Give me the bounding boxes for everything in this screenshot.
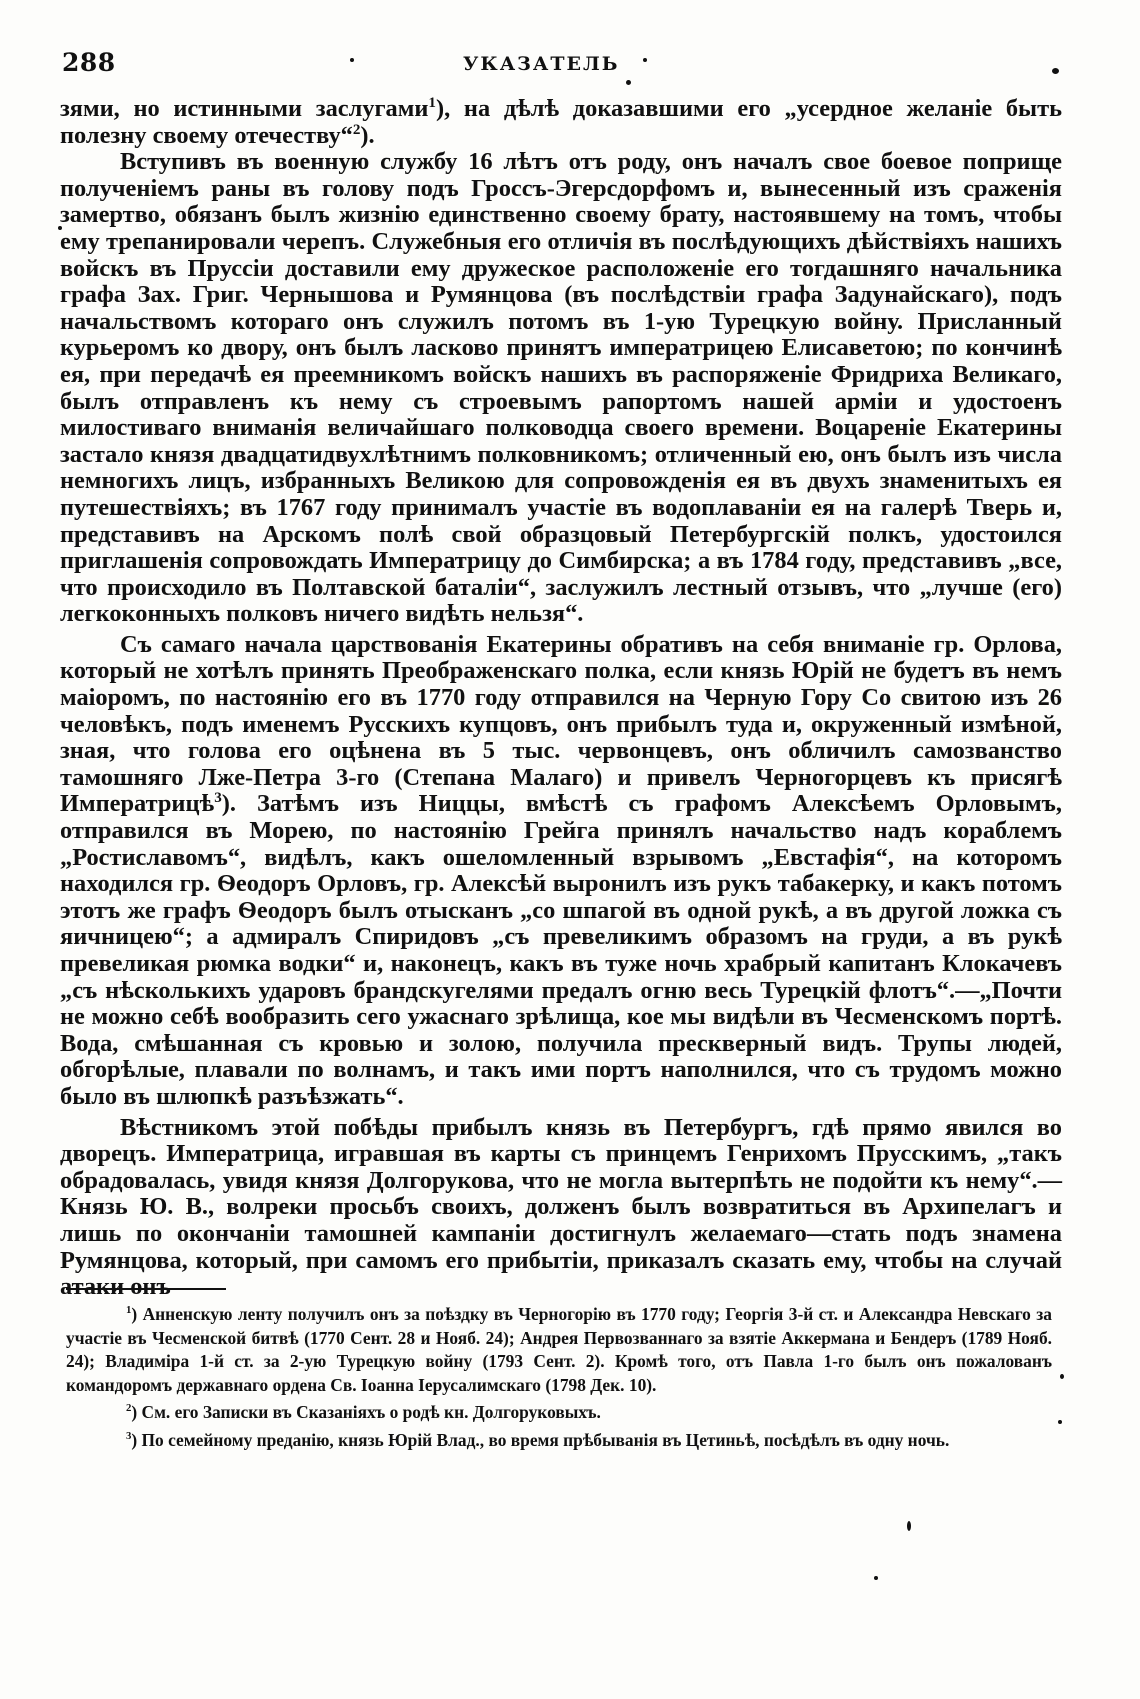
main-text: [60, 96, 1062, 1301]
footnote-3-text: ) По семейному преданію, князь Юрій Влад., во время прѣбыванія въ Цетиньѣ, посѣдѣлъ въ одну ночь.: [131, 1429, 950, 1450]
footnotes: [66, 1303, 1052, 1457]
paragraph-1: [60, 96, 1062, 149]
footnote-ref-1: 1: [428, 94, 436, 111]
paragraph-2: Вступивъ въ военную службу 16 лѣтъ отъ роду, онъ началъ свое боевое поприще полученіемъ раны въ голову подъ Гроссъ-Эгерсдорфомъ и, вынесенный изъ сраженія замертво, обязанъ былъ жизнію единственно своему брату, настоявшему на томъ, чтобы ему трепанировали черепъ. Служебныя его отличія въ послѣдующихъ дѣйствіяхъ нашихъ войскъ въ Пруссіи доставили ему дружеское расположеніе его тогдашняго начальника графа Зах. Григ. Чернышова и Румянцова (въ послѣдствіи графа Задунайскаго), подъ начальствомъ котораго онъ служилъ потомъ въ 1-ую Турецкую войну. Присланный курьеромъ ко двору, онъ былъ ласково принятъ императрицею Елисаветою; по кончинѣ ея, при передачѣ ея преемникомъ войскъ нашихъ въ распоряженіе Фридриха Великаго, былъ отправленъ къ нему съ строевымъ рапортомъ нашей арміи и удостоенъ милостиваго вниманія величайшаго полководца своего времени. Воцареніе Екатерины застало князя двадцатидвухлѣтнимъ полковникомъ; отличенный ею, онъ былъ изъ числа немногихъ лицъ, избранныхъ Великою для сопровожденія ея въ двухъ знаменитыхъ ея путешествіяхъ; въ 1767 году принималъ участіе въ водоплаваніи ея на галерѣ Тверь и, представивъ на Арскомъ полѣ свой образцовый Петербургскій полкъ, удостоился приглашенія сопровождать Императрицу до Симбирска; а въ 1784 году, представивъ „все, что происходило въ Полтавской баталіи“, заслужилъ лестный отзывъ, что „лучше (его) легкоконныхъ полковъ ничего видѣть нельзя“.: [60, 148, 1062, 628]
footnote-2: [66, 1401, 1052, 1425]
scan-speck: [350, 58, 354, 62]
page-number: 288: [62, 48, 116, 77]
paragraph-3-text-cont: ). Затѣмъ изъ Ниццы, вмѣстѣ съ графомъ Алексѣемъ Орловымъ, отправился въ Морею, по настоянію Грейга принялъ начальство надъ кораблемъ „Ростиславомъ“, видѣлъ, какъ ошеломленный взрывомъ „Евстафія“, на которомъ находился гр. Ѳеодоръ Орловъ, гр. Алексѣй выронилъ изъ рукъ табакерку, и какъ потомъ этотъ же графъ Ѳеодоръ былъ отысканъ „со шпагой въ одной рукѣ, а въ другой ложка съ яичницею“; а адмиралъ Спиридовъ „съ превеликимъ образомъ на груди, а въ рукѣ превеликая рюмка водки“ и, наконецъ, какъ въ туже ночь храбрый капитанъ Клокачевъ „съ нѣсколькихъ ударовъ брандскугелями предалъ огню весь Турецкій флотъ“.—„Почти не можно себѣ вообразить сего ужаснаго зрѣлища, кое мы видѣли въ Чесменскомъ портѣ. Вода, смѣшанная съ кровью и золою, получила прескверный видъ. Трупы людей, обгорѣлые, плавали по волнамъ, и такъ ими портъ наполнился, что съ трудомъ можно было въ шлюпкѣ разъѣзжать“.: [60, 790, 1062, 1110]
footnote-ref-2: 2: [352, 121, 361, 138]
scan-speck: [626, 80, 631, 85]
footnote-2-marker: 2: [126, 1402, 132, 1415]
paragraph-1-text-end: ).: [360, 121, 375, 149]
scan-speck: [1060, 1374, 1064, 1379]
footnote-2-text: ) См. его Записки въ Сказаніяхъ о родѣ кн. Долгоруковыхъ.: [131, 1402, 601, 1423]
paragraph-4: Вѣстникомъ этой побѣды прибылъ князь въ Петербургъ, гдѣ прямо явился во дворецъ. Императрица, игравшая въ карты съ принцемъ Генрихомъ Прусскимъ, „такъ обрадовалась, увидя князя Долгорукова, что не могла вытерпѣть не подойти къ нему“.—Князь Ю. В., волреки просьбъ своихъ, долженъ былъ возвратиться въ Архипелагъ и лишь по окончаніи тамошней кампаніи достигнулъ желаемаго—стать подъ знамена Румянцова, который, при самомъ его прибытіи, приказалъ сказать ему, чтобы на случай атаки онъ: [60, 1113, 1062, 1301]
scan-speck: [643, 58, 647, 62]
scan-speck: [1052, 68, 1059, 74]
paragraph-3-text: Съ самаго начала царствованія Екатерины обративъ на себя вниманіе гр. Орлова, который не хотѣлъ принять Преображенскаго полка, если князь Юрій не будетъ въ немъ маіоромъ, по настоянію его въ 1770 году отправился на Черную Гору Со свитою изъ 26 человѣкъ, подъ именемъ Русскихъ купцовъ, онъ прибылъ туда и, окруженный измѣной, зная, что голова его оцѣнена въ 5 тыс. червонцевъ, онъ обличилъ самозванство тамошняго Лже-Петра 3-го (Степана Малаго) и привелъ Черногорцевъ къ присягѣ Императрицѣ: [60, 630, 1062, 818]
footnote-1-marker: 1: [126, 1304, 132, 1317]
scan-speck: [1058, 1420, 1062, 1424]
footnote-ref-3: 3: [214, 790, 222, 807]
paragraph-3: [60, 632, 1062, 1111]
running-head: УКАЗАТЕЛЬ: [463, 53, 620, 75]
footnote-1: [66, 1303, 1052, 1397]
footnote-1-text: ) Анненскую ленту получилъ онъ за поѣздку въ Черногорію въ 1770 году; Георгія 3-й ст. и Александра Невскаго за участіе въ Чесменской битвѣ (1770 Сент. 28 и Нояб. 24); Андрея Первозваннаго за взятіе Аккермана и Бендеръ (1789 Нояб. 24); Владиміра 1-й ст. за 2-ую Турецкую войну (1793 Сент. 2). Кромѣ того, отъ Павла 1-го былъ онъ пожалованъ командоромъ державнаго ордена Св. Іоанна Іерусалимскаго (1798 Дек. 10).: [66, 1304, 1052, 1395]
scan-speck: [907, 1521, 911, 1531]
footnote-divider: [66, 1288, 226, 1290]
footnote-3: [66, 1429, 1052, 1453]
paragraph-1-text-cont: ), на дѣлѣ доказавшими его „усердное желаніе быть полезну своему отечеству“: [60, 95, 1062, 149]
scan-speck: [874, 1576, 878, 1580]
paragraph-1-text: зями, но истинными заслугами: [60, 95, 429, 122]
footnote-3-marker: 3: [126, 1430, 132, 1443]
